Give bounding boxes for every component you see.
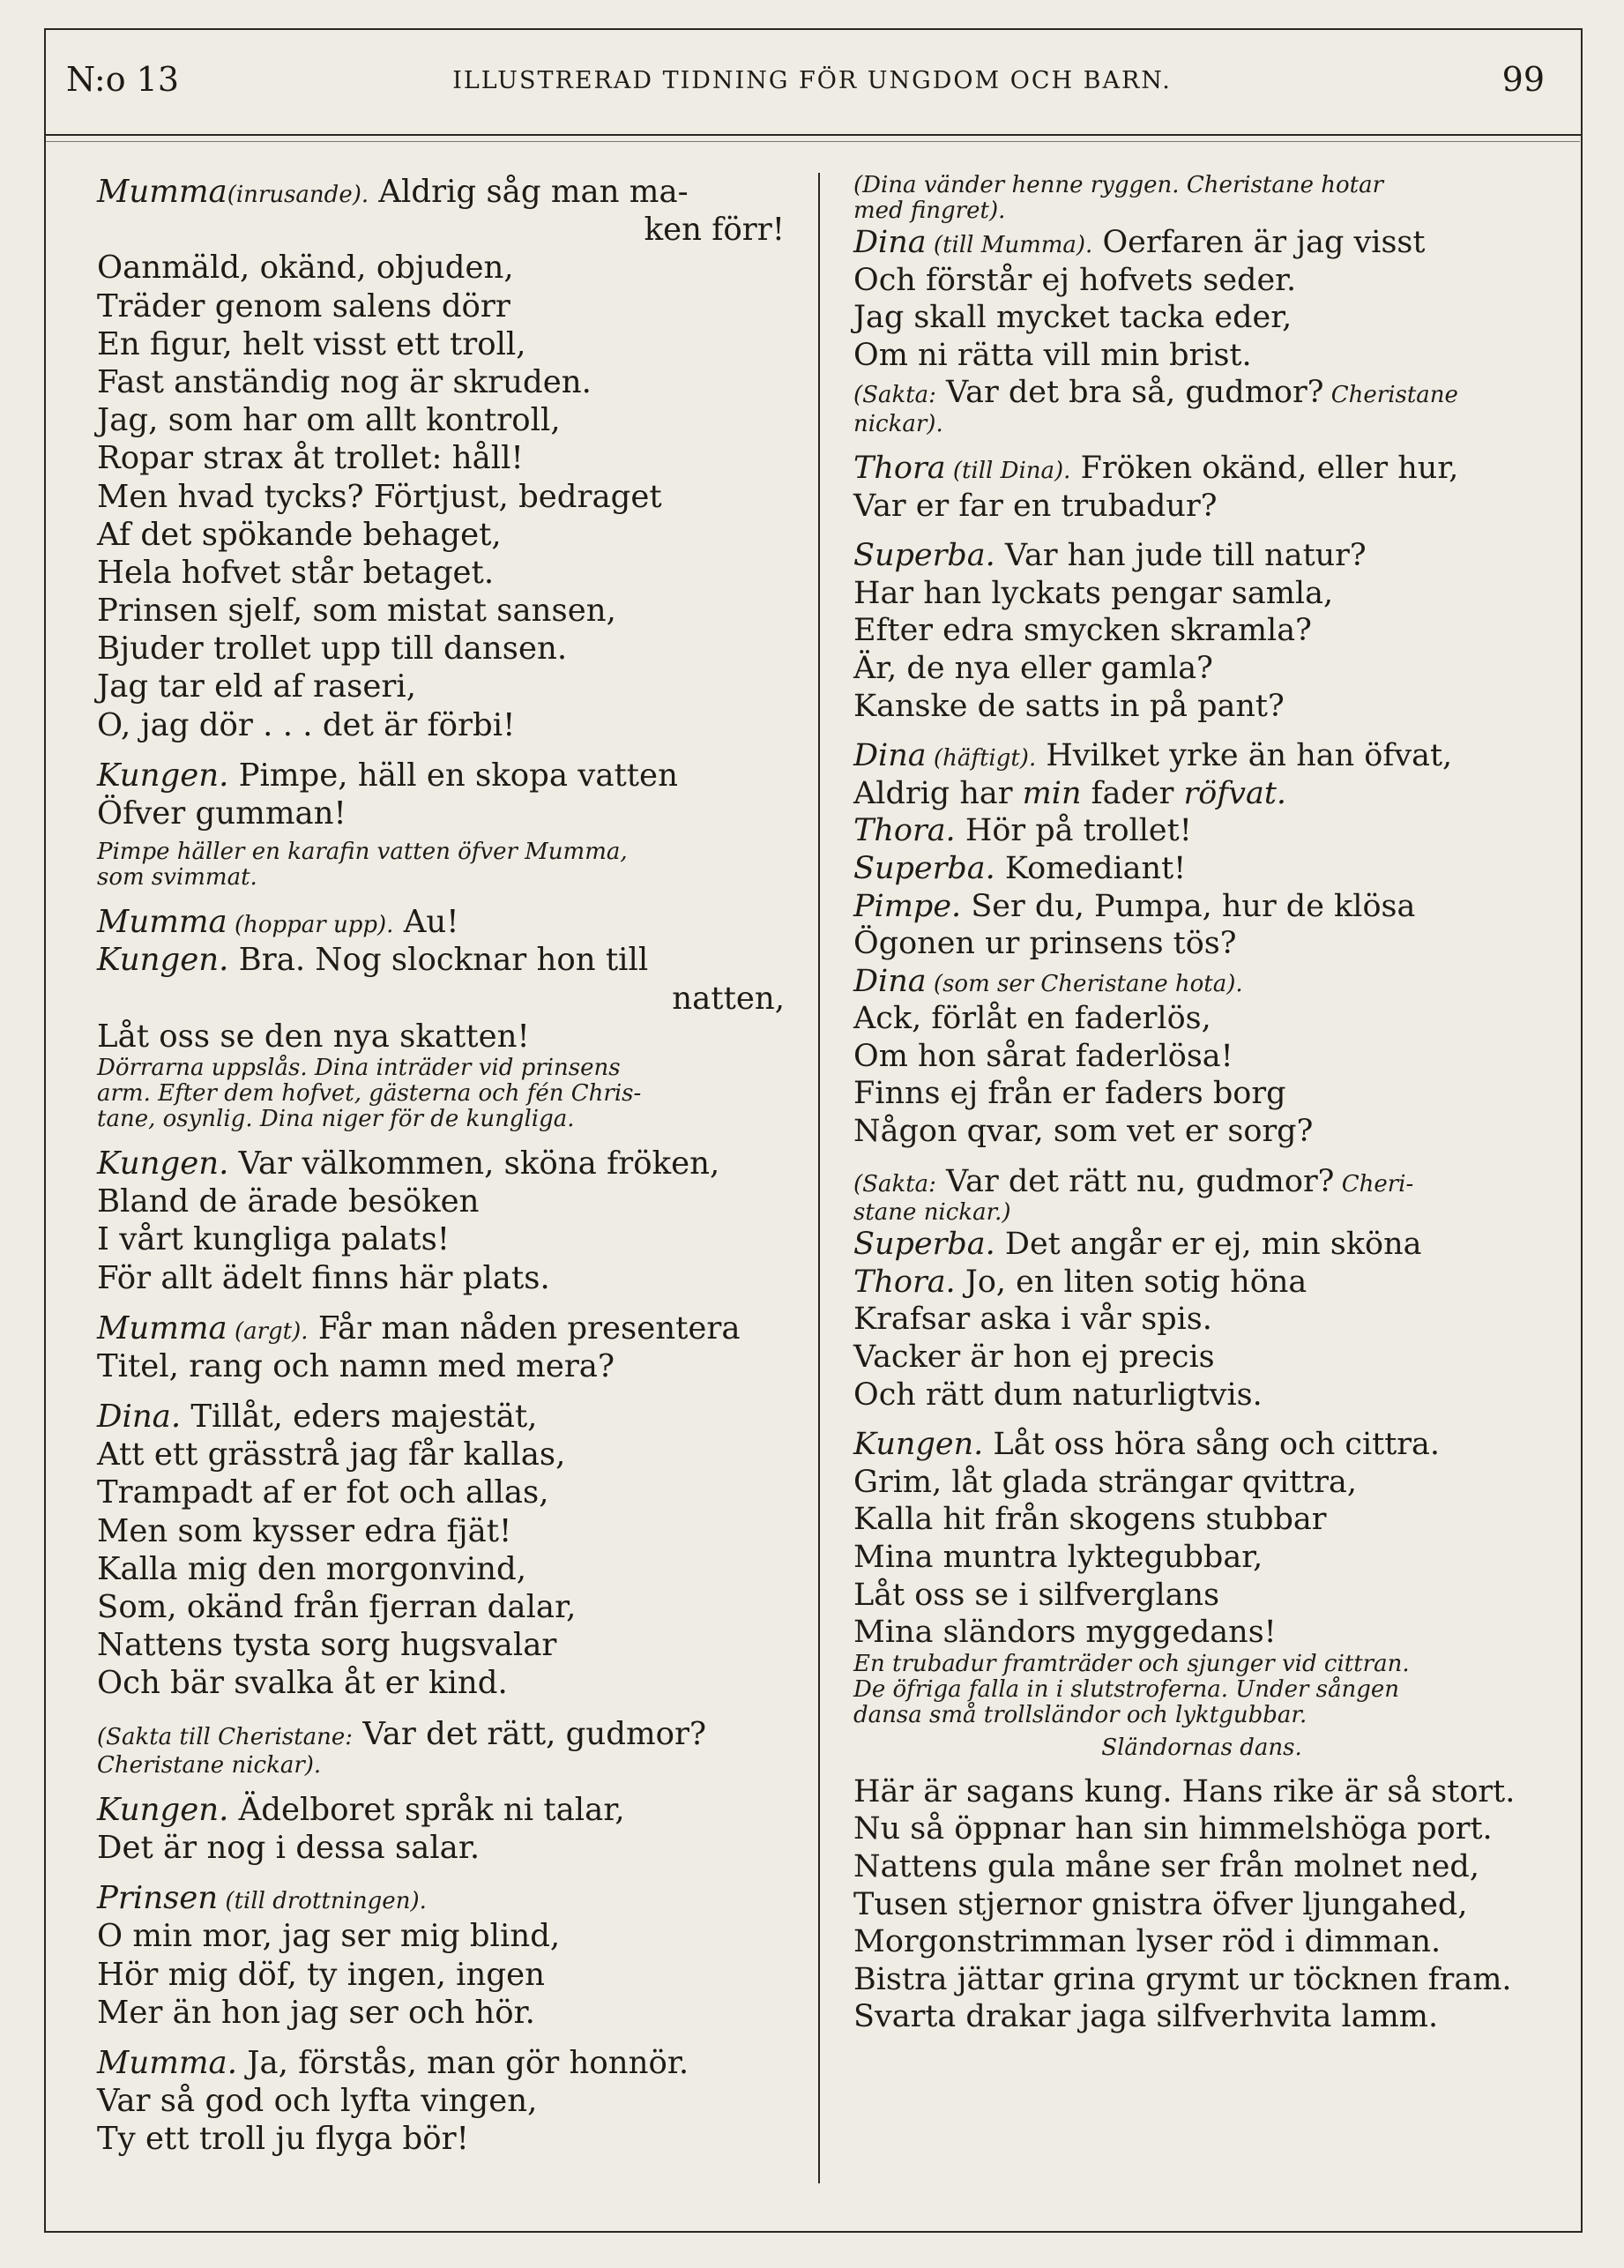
verse-line <box>853 224 1550 262</box>
line-text: Hör på trollet! <box>955 813 1192 849</box>
verse-line <box>97 1626 785 1664</box>
verse-line <box>853 1577 1550 1615</box>
verse-line <box>853 812 1550 850</box>
stage-direction-line <box>853 1200 1550 1226</box>
line-text: O min mor, jag ser mig blind, <box>97 1918 561 1955</box>
verse-line <box>97 2120 785 2158</box>
verse-line <box>97 1309 785 1347</box>
line-text: Krafsar aska i vår spis. <box>853 1302 1212 1338</box>
bottom-rule <box>44 2231 1583 2233</box>
line-text: Nattens gula måne ser från molnet ned, <box>853 1848 1479 1884</box>
stage-direction: (häftigt). <box>926 745 1037 772</box>
speaker-name: Kungen. <box>97 1145 229 1182</box>
line-text: Tillåt, eders majestät, <box>181 1399 538 1436</box>
verse-line <box>97 478 785 516</box>
stage-direction-line <box>853 1735 1550 1761</box>
speaker-name: Mumma <box>97 904 227 941</box>
verse-line <box>853 775 1550 813</box>
verse-line <box>97 1879 785 1917</box>
emphasis-text: röfvat. <box>1183 775 1287 811</box>
verse-line <box>97 1715 785 1753</box>
line-text: Är, de nya eller gamla? <box>853 650 1213 686</box>
line-text: Tusen stjernor gnistra öfver ljungahed, <box>853 1886 1468 1922</box>
stage-direction: (Sakta till Cheristane: <box>97 1723 354 1750</box>
line-text: Var det rätt nu, gudmor? <box>935 1163 1335 1199</box>
speaker-name: Mumma. <box>97 2044 237 2081</box>
line-text: Trampadt af er fot och allas, <box>97 1474 549 1511</box>
stage-direction-text: arm. Efter dem hofvet, gästerna och fén Chris- <box>97 1079 642 1107</box>
line-text: Jag skall mycket tacka eder, <box>853 300 1292 336</box>
verse-line <box>853 1301 1550 1339</box>
stage-direction-line <box>97 1753 785 1779</box>
speaker-name: Mumma <box>97 174 227 210</box>
verse-line <box>97 249 785 287</box>
verse-line <box>853 1113 1550 1151</box>
verse-line <box>97 980 785 1018</box>
verse-line <box>853 1163 1550 1201</box>
speaker-name: Pimpe. <box>853 888 962 924</box>
line-text: Ädelboret språk ni talar, <box>228 1791 625 1828</box>
line-text: Vacker är hon ej precis <box>853 1339 1215 1376</box>
verse-line <box>853 1226 1550 1264</box>
verse-line <box>97 1436 785 1473</box>
line-text: För allt ädelt finns här plats. <box>97 1259 550 1296</box>
line-text: Fast anständig nog är skruden. <box>97 363 592 400</box>
line-text: Var så god och lyfta vingen, <box>97 2083 538 2120</box>
verse-line <box>853 299 1550 337</box>
right-column <box>853 173 1550 2036</box>
line-text: Var er far en trubadur? <box>853 488 1218 524</box>
line-text: Om ni rätta vill min brist. <box>853 337 1252 373</box>
top-rule <box>44 28 1583 30</box>
line-text: Och rätt dum naturligtvis. <box>853 1376 1263 1413</box>
verse-line <box>97 554 785 592</box>
stage-direction: (argt). <box>227 1317 309 1345</box>
line-text: Ja, förstås, man gör honnör. <box>237 2044 689 2081</box>
line-text: ken förr! <box>644 212 785 249</box>
verse-line <box>97 401 785 439</box>
speaker-name: Superba. <box>853 1227 995 1263</box>
verse-line <box>853 650 1550 688</box>
verse-line <box>97 757 785 795</box>
stage-direction: Cheristane <box>1323 382 1458 409</box>
line-text: Hvilket yrke än han öfvat, <box>1036 738 1453 774</box>
issue-number: N:o 13 <box>66 60 180 99</box>
stage-direction: (som ser Cheristane hota). <box>926 970 1243 997</box>
verse-line <box>853 1339 1550 1376</box>
stage-direction-text: En trubadur framträder och sjunger vid cittran. <box>853 1650 1410 1677</box>
line-text: Jag, som har om allt kontroll, <box>97 402 561 439</box>
stage-direction-line <box>853 173 1550 198</box>
verse-line <box>853 737 1550 775</box>
line-text: Någon qvar, som vet er sorg? <box>853 1114 1314 1150</box>
header-rule-thin <box>46 141 1580 142</box>
verse-line <box>853 1376 1550 1414</box>
speaker-name: Thora <box>853 450 946 486</box>
verse-line <box>853 1464 1550 1502</box>
line-text: Och förstår ej hofvets seder. <box>853 262 1297 298</box>
stage-direction: Cheri- <box>1334 1170 1414 1197</box>
speaker-name: Dina. <box>97 1399 182 1436</box>
verse-line <box>853 1773 1550 1811</box>
line-text: Har han lyckats pengar samla, <box>853 575 1334 611</box>
line-text: Efter edra smycken skramla? <box>853 613 1312 649</box>
line-text: Nu så öppnar han sin himmelshöga port. <box>853 1811 1493 1847</box>
stage-direction-text: Cheristane nickar). <box>97 1751 322 1779</box>
verse-line <box>97 1664 785 1702</box>
stage-direction-text: dansa små trollsländor och lyktgubbar. <box>853 1701 1307 1728</box>
stage-direction-text: Sländornas dans. <box>1101 1734 1302 1761</box>
line-text: Bistra jättar grina grymt ur töcknen fram. <box>853 1961 1512 1997</box>
line-text: Här är sagans kung. Hans rike är så stort. <box>853 1773 1516 1809</box>
stage-direction: (Sakta: <box>853 1170 936 1197</box>
speaker-name: Kungen. <box>97 757 229 794</box>
verse-line <box>853 925 1550 963</box>
verse-line <box>97 903 785 941</box>
stage-direction: (inrusande). <box>227 182 369 208</box>
verse-line <box>97 1917 785 1955</box>
line-text: Mer än hon jag ser och hör. <box>97 1994 535 2031</box>
line-text: En figur, helt visst ett troll, <box>97 325 526 362</box>
verse-line <box>853 1264 1550 1302</box>
verse-line <box>97 1791 785 1829</box>
speaker-name: Kungen. <box>97 942 229 979</box>
verse-line <box>853 450 1550 488</box>
left-border <box>44 28 46 2233</box>
verse-line <box>853 612 1550 650</box>
verse-line <box>853 1810 1550 1848</box>
speaker-name: Prinsen <box>97 1880 219 1917</box>
speaker-name: Kungen. <box>97 1791 229 1828</box>
line-text: Låt oss höra sång och cittra. <box>983 1427 1441 1463</box>
line-text: natten, <box>672 980 785 1017</box>
line-text: Om hon sårat faderlösa! <box>853 1038 1233 1074</box>
line-text: Ty ett troll ju flyga bör! <box>97 2121 469 2158</box>
line-text: Kalla hit från skogens stubbar <box>853 1502 1327 1538</box>
verse-line <box>853 1075 1550 1113</box>
line-text: Det angår er ej, min sköna <box>995 1227 1422 1263</box>
verse-line <box>853 688 1550 726</box>
verse-line <box>853 1038 1550 1076</box>
stage-direction-line <box>97 1107 785 1132</box>
line-text: Kanske de satts in på pant? <box>853 688 1285 724</box>
stage-direction-text: som svimmat. <box>97 864 257 892</box>
stage-direction-text: tane, osynlig. Dina niger för de kungliga. <box>97 1105 575 1132</box>
line-text: Låt oss se i silfverglans <box>853 1577 1220 1613</box>
verse-line <box>853 1614 1550 1652</box>
stage-direction-text: med fingret). <box>853 198 1006 224</box>
verse-line <box>97 1220 785 1258</box>
speaker-name: Kungen. <box>853 1427 984 1463</box>
line-text: Finns ej från er faders borg <box>853 1076 1286 1112</box>
stage-direction-text: nickar). <box>853 410 943 437</box>
line-text: Aldrig har <box>853 775 1023 811</box>
line-text: Var det rätt, gudmor? <box>353 1715 706 1752</box>
left-column <box>97 173 785 2158</box>
line-text: Som, okänd från fjerran dalar, <box>97 1589 577 1625</box>
verse-line <box>97 325 785 363</box>
verse-line <box>853 488 1550 526</box>
line-text: Ack, förlåt en faderlös, <box>853 1001 1211 1037</box>
verse-line <box>97 1347 785 1385</box>
line-text: Hör mig döf, ty ingen, ingen <box>97 1956 545 1993</box>
verse-line <box>853 963 1550 1001</box>
line-text: fader <box>1081 775 1184 811</box>
line-text: Kalla mig den morgonvind, <box>97 1550 526 1587</box>
line-text: Och bär svalka åt er kind. <box>97 1665 508 1702</box>
line-text: Titel, rang och namn med mera? <box>97 1347 615 1384</box>
emphasis-text: min <box>1022 775 1082 811</box>
speaker-name: Dina <box>853 225 927 260</box>
stage-direction-text: Dörrarna uppslås. Dina inträder vid prinsens <box>97 1054 621 1081</box>
verse-line <box>97 1259 785 1297</box>
line-text: Au! <box>393 904 459 941</box>
line-text: Hela hofvet står betaget. <box>97 554 495 591</box>
line-text: Aldrig såg man ma- <box>369 174 689 210</box>
stage-direction: (Sakta: <box>853 382 936 409</box>
line-text: Nattens tysta sorg hugsvalar <box>97 1627 557 1664</box>
line-text: Bland de ärade besöken <box>97 1183 480 1220</box>
verse-line <box>97 1550 785 1588</box>
stage-direction-line <box>853 198 1550 224</box>
stage-direction-text: De öfriga falla in i slutstroferna. Under sången <box>853 1675 1400 1703</box>
line-text: Ser du, Pumpa, hur de klösa <box>961 888 1416 924</box>
verse-line <box>853 1426 1550 1464</box>
stage-direction: (till drottningen). <box>218 1888 427 1915</box>
verse-line <box>97 2082 785 2120</box>
line-text: Jag tar eld af raseri, <box>97 668 417 705</box>
verse-line <box>853 1961 1550 1999</box>
line-text: I vårt kungliga palats! <box>97 1221 451 1258</box>
verse-line <box>97 592 785 630</box>
line-text: Mina sländors myggedans! <box>853 1615 1277 1651</box>
line-text: Jo, en liten sotig höna <box>955 1264 1307 1300</box>
line-text: Att ett grässtrå jag får kallas, <box>97 1436 566 1473</box>
line-text: Ropar strax åt trollet: håll! <box>97 440 524 477</box>
line-text: Svarta drakar jaga silfverhvita lamm. <box>853 1999 1439 2035</box>
verse-line <box>97 287 785 325</box>
stage-direction-line <box>853 1677 1550 1703</box>
verse-line <box>97 1956 785 1994</box>
verse-line <box>97 1018 785 1056</box>
line-text: Öfver gumman! <box>97 795 346 832</box>
line-text: O, jag dör . . . det är förbi! <box>97 706 516 743</box>
stage-direction-line <box>97 865 785 891</box>
line-text: Prinsen sjelf, som mistat sansen, <box>97 593 616 630</box>
line-text: Men som kysser edra fjät! <box>97 1512 512 1549</box>
line-text: Komediant! <box>995 850 1187 886</box>
line-text: Oanmäld, okänd, objuden, <box>97 250 514 287</box>
line-text: Bjuder trollet upp till dansen. <box>97 630 568 668</box>
verse-line <box>853 374 1550 412</box>
speaker-name: Thora. <box>853 813 956 849</box>
verse-line <box>97 795 785 832</box>
stage-direction: (hoppar upp). <box>227 912 394 939</box>
stage-direction-line <box>853 412 1550 437</box>
verse-line <box>853 1998 1550 2036</box>
verse-line <box>97 2044 785 2082</box>
line-text: Träder genom salens dörr <box>97 287 510 325</box>
speaker-name: Superba. <box>853 538 995 574</box>
speaker-name: Dina <box>853 963 927 999</box>
verse-line <box>97 1398 785 1436</box>
stage-direction-line <box>97 1056 785 1081</box>
verse-line <box>853 1923 1550 1961</box>
page-number: 99 <box>1501 60 1545 99</box>
stage-direction-text: stane nickar.) <box>853 1199 1011 1227</box>
stage-direction-line <box>97 1081 785 1107</box>
line-text: Grim, låt glada strängar qvittra, <box>853 1464 1357 1500</box>
header-rule <box>44 134 1583 136</box>
line-text: Mina muntra lyktegubbar, <box>853 1540 1263 1575</box>
verse-line <box>97 439 785 477</box>
verse-line <box>97 211 785 249</box>
verse-line <box>853 1886 1550 1924</box>
line-text: Får man nåden presentera <box>308 1309 741 1347</box>
stage-direction: (till Mumma). <box>926 232 1093 258</box>
column-divider <box>818 173 820 2183</box>
verse-line <box>853 262 1550 300</box>
line-text: Bra. Nog slocknar hon till <box>228 942 649 979</box>
verse-line <box>97 1182 785 1220</box>
verse-line <box>97 516 785 554</box>
verse-line <box>853 1000 1550 1038</box>
verse-line <box>853 537 1550 575</box>
verse-line <box>853 1539 1550 1577</box>
verse-line <box>97 1512 785 1550</box>
line-text: Det är nog i dessa salar. <box>97 1829 480 1866</box>
line-text: Var det bra så, gudmor? <box>935 375 1324 411</box>
verse-line <box>97 363 785 401</box>
stage-direction-line <box>97 839 785 865</box>
verse-line <box>97 1994 785 2032</box>
verse-line <box>97 668 785 705</box>
speaker-name: Thora. <box>853 1264 956 1300</box>
line-text: Låt oss se den nya skatten! <box>97 1018 530 1055</box>
publication-title: ILLUSTRERAD TIDNING FÖR UNGDOM OCH BARN. <box>452 67 1172 94</box>
verse-line <box>97 1829 785 1867</box>
stage-direction: (till Dina). <box>945 457 1071 484</box>
verse-line <box>97 173 785 211</box>
line-text: Pimpe, häll en skopa vatten <box>228 757 678 794</box>
line-text: Men hvad tycks? Förtjust, bedraget <box>97 478 662 515</box>
speaker-name: Superba. <box>853 850 995 886</box>
verse-line <box>97 706 785 744</box>
line-text: Var välkommen, sköna fröken, <box>228 1145 720 1182</box>
speaker-name: Mumma <box>97 1309 227 1347</box>
stage-direction-line <box>853 1652 1550 1677</box>
right-border <box>1581 28 1583 2233</box>
line-text: Morgonstrimman lyser röd i dimman. <box>853 1924 1441 1960</box>
verse-line <box>97 1145 785 1182</box>
verse-line <box>97 630 785 668</box>
line-text: Ögonen ur prinsens tös? <box>853 926 1237 962</box>
line-text: Af det spökande behaget, <box>97 516 502 553</box>
line-text: Var han jude till natur? <box>995 538 1367 574</box>
verse-line <box>97 1473 785 1511</box>
verse-line <box>853 1848 1550 1886</box>
verse-line <box>853 575 1550 613</box>
speaker-name: Dina <box>853 738 927 774</box>
verse-line <box>97 941 785 979</box>
verse-line <box>853 850 1550 888</box>
line-text: Oerfaren är jag visst <box>1092 225 1426 260</box>
stage-direction-line <box>853 1703 1550 1728</box>
verse-line <box>853 1501 1550 1539</box>
verse-line <box>853 888 1550 926</box>
stage-direction-text: (Dina vänder henne ryggen. Cheristane hotar <box>853 172 1384 198</box>
verse-line <box>853 337 1550 375</box>
stage-direction-text: Pimpe häller en karafin vatten öfver Mumma, <box>97 839 628 866</box>
verse-line <box>97 1588 785 1626</box>
line-text: Fröken okänd, eller hur, <box>1070 450 1459 486</box>
